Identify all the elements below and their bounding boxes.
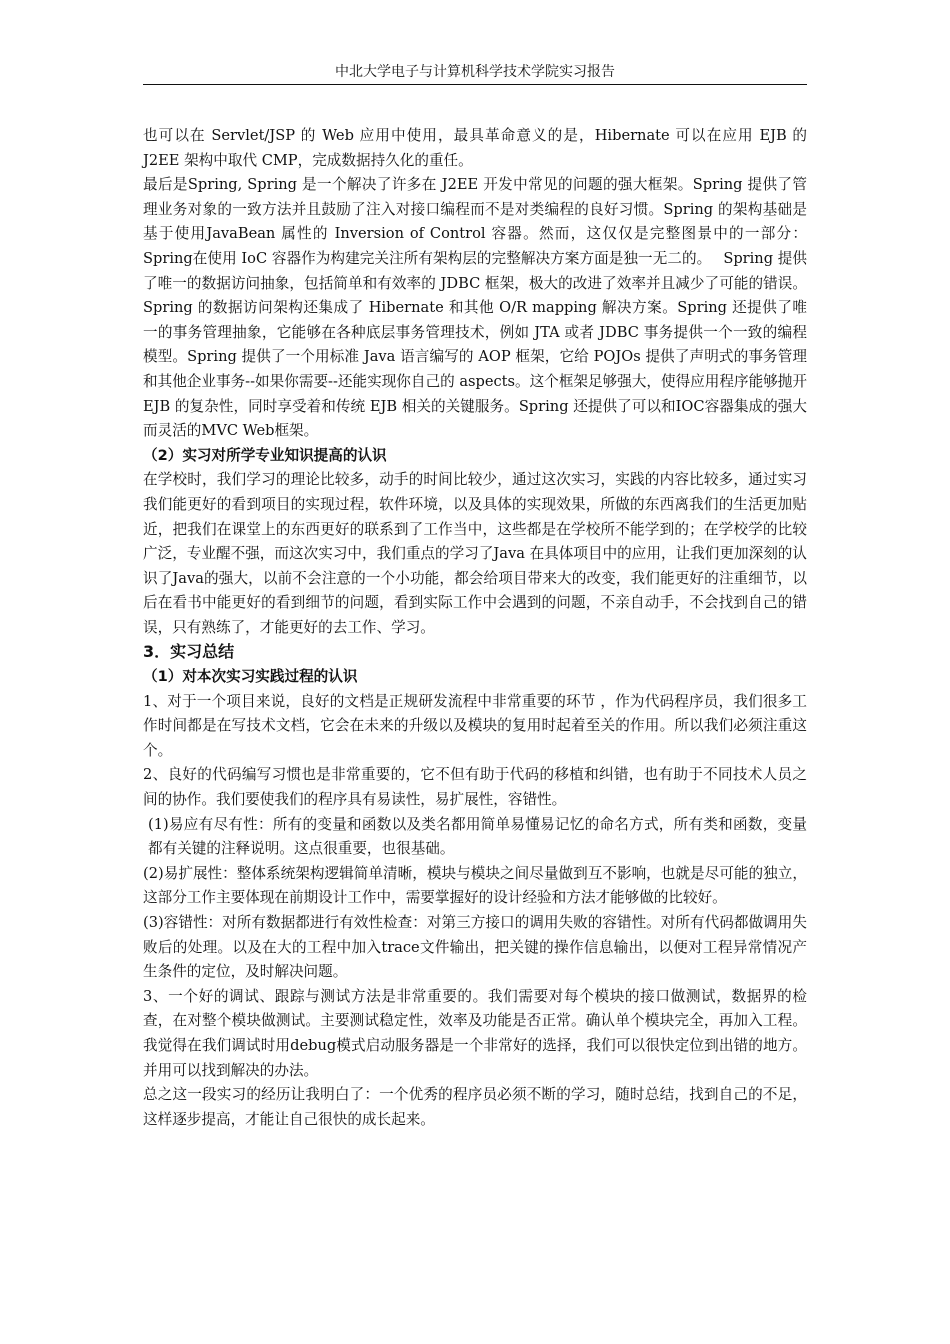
section-heading: （2）实习对所学专业知识提高的认识 bbox=[143, 446, 387, 464]
paragraph: 2、良好的代码编写习惯也是非常重要的，它不但有助于代码的移植和纠错，也有助于不同技术人员之间的协作。我们要使我们的程序具有易读性，易扩展性，容错性。 bbox=[143, 766, 807, 809]
paragraph: (3)容错性：对所有数据都进行有效性检查：对第三方接口的调用失败的容错性。对所有代码都做调用失败后的处理。以及在大的工程中加入trace文件输出，把关键的操作信息输出，以便对工程异常情况产生条件的定位，及时解决问题。 bbox=[143, 914, 807, 981]
paragraph: 也可以在 Servlet/JSP 的 Web 应用中使用，最具革命意义的是，Hibernate 可以在应用 EJB 的 J2EE 架构中取代 CMP，完成数据持久化的重任。 bbox=[143, 127, 807, 169]
page-header: 中北大学电子与计算机科学技术学院实习报告 bbox=[143, 60, 807, 85]
paragraph: 最后是Spring, Spring 是一个解决了许多在 J2EE 开发中常见的问题的强大框架。Spring 提供了管理业务对象的一致方法并且鼓励了注入对接口编程而不是对类编程的良好习惯。Spring 的架构基础是基于使用JavaBean 属性的 Inversion of Control 容器。然而，这仅仅是完整图景中的一部分：Spring在使用 IoC 容器作为构建完关注所有架构层的完整解决方案方面是独一无二的。 Spring 提供了唯一的数据访问抽象，包括简单和有效率的 JDBC 框架，极大的改进了效率并且减少了可能的错误。Spring 的数据访问架构还集成了 Hibernate 和其他 O/R mapping 解决方案。Spring 还提供了唯一的事务管理抽象，它能够在各种底层事务管理技术，例如 JTA 或者 JDBC 事务提供一个一致的编程模型。Spring 提供了一个用标准 Java 语言编写的 AOP 框架，它给 POJOs 提供了声明式的事务管理和其他企业事务--如果你需要--还能实现你自己的 aspects。这个框架足够强大，使得应用程序能够抛开 EJB 的复杂性，同时享受着和传统 EJB 相关的关键服务。Spring 还提供了可以和IOC容器集成的强大而灵活的MVC Web框架。 bbox=[143, 176, 807, 440]
paragraph: 在学校时，我们学习的理论比较多，动手的时间比较少，通过这次实习，实践的内容比较多，通过实习我们能更好的看到项目的实现过程，软件环境，以及具体的实现效果，所做的东西离我们的生活更加贴近，把我们在课堂上的东西更好的联系到了工作当中，这些都是在学校所不能学到的；在学校学的比较广泛，专业醒不强，而这次实习中，我们重点的学习了Java 在具体项目中的应用，让我们更加深刻的认识了Java的强大，以前不会注意的一个小功能，都会给项目带来大的改变，我们能更好的注重细节，以后在看书中能更好的看到细节的问题，看到实际工作中会遇到的问题，不亲自动手，不会找到自己的错误，只有熟练了，才能更好的去工作、学习。 bbox=[143, 471, 807, 636]
document-body bbox=[143, 124, 807, 1132]
paragraph: (2)易扩展性：整体系统架构逻辑简单清晰，模块与模块之间尽量做到互不影响，也就是尽可能的独立，这部分工作主要体现在前期设计工作中，需要掌握好的设计经验和方法才能够做的比较好。 bbox=[143, 864, 807, 907]
paragraph: 1、对于一个项目来说，良好的文档是正规研发流程中非常重要的环节 ，作为代码程序员，我们很多工作时间都是在写技术文档，它会在未来的升级以及模块的复用时起着至关的作用。所以我们必须注重这个。 bbox=[143, 692, 807, 759]
paragraph: (1)易应有尽有性：所有的变量和函数以及类名都用简单易懂易记忆的命名方式，所有类和函数，变量都有关键的注释说明。这点很重要，也很基础。 bbox=[148, 815, 807, 858]
section-title: 3．实习总结 bbox=[143, 642, 235, 662]
paragraph: 3、一个好的调试、跟踪与测试方法是非常重要的。我们需要对每个模块的接口做测试，数据界的检查，在对整个模块做测试。主要测试稳定性，效率及功能是否正常。确认单个模块完全，再加入工程。我觉得在我们调试时用debug模式启动服务器是一个非常好的选择，我们可以很快定位到出错的地方。并用可以找到解决的办法。 bbox=[143, 987, 807, 1079]
paragraph: 总之这一段实习的经历让我明白了：一个优秀的程序员必须不断的学习，随时总结，找到自己的不足，这样逐步提高，才能让自己很快的成长起来。 bbox=[143, 1086, 807, 1128]
section-heading: （1）对本次实习实践过程的认识 bbox=[143, 668, 358, 686]
